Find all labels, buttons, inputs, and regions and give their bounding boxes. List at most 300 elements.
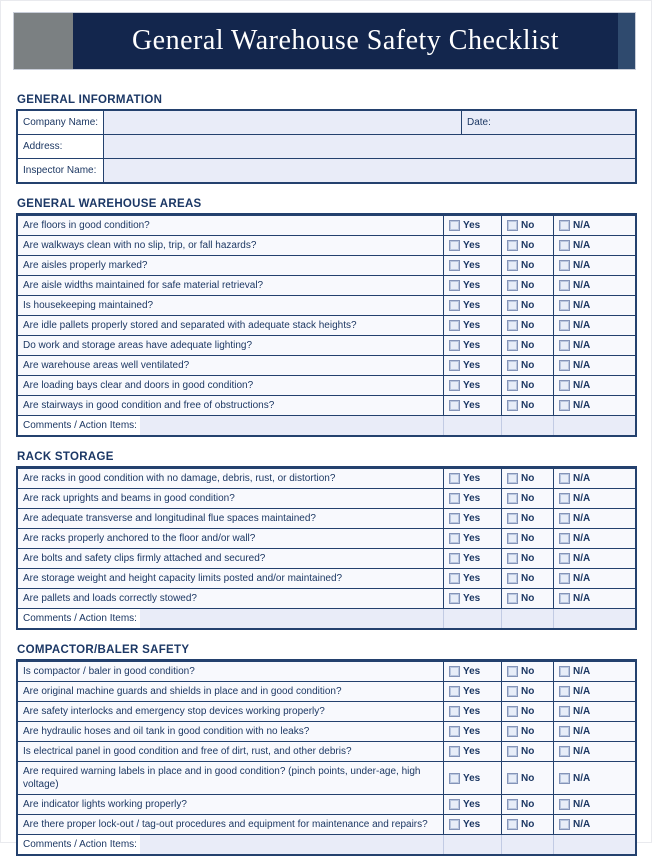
checklist-row: [18, 468, 635, 488]
answer-cell-na[interactable]: [553, 509, 635, 528]
answer-cell-yes[interactable]: [443, 682, 501, 701]
answer-label-no: No: [521, 400, 535, 411]
answer-cell-no[interactable]: [501, 702, 553, 721]
checkbox-no[interactable]: [507, 380, 518, 391]
question-text: Are indicator lights working properly?: [18, 795, 443, 814]
section-heading-general-information: GENERAL INFORMATION: [17, 94, 163, 106]
checkbox-na[interactable]: [559, 573, 570, 584]
checkbox-na[interactable]: [559, 360, 570, 371]
comments-field-no-col[interactable]: [501, 835, 553, 854]
checklist-row: [18, 814, 635, 834]
answer-label-na: N/A: [573, 400, 591, 411]
answer-cell-na[interactable]: [553, 396, 635, 415]
comments-field[interactable]: [140, 609, 443, 628]
checkbox-na[interactable]: [559, 686, 570, 697]
answer-cell-na[interactable]: [553, 762, 635, 794]
rack-storage-table: [16, 466, 637, 630]
answer-cell-yes[interactable]: [443, 529, 501, 548]
question-text: Are required warning labels in place and in good condition? (pinch points, under-age, high voltage): [18, 762, 443, 794]
answer-label-yes: Yes: [463, 746, 481, 757]
checklist-row: [18, 295, 635, 315]
question-text: Are idle pallets properly stored and separated with adequate stack heights?: [18, 316, 443, 335]
checklist-row: [18, 661, 635, 681]
checkbox-na[interactable]: [559, 300, 570, 311]
checkbox-na[interactable]: [559, 240, 570, 251]
checkbox-yes[interactable]: [449, 360, 460, 371]
answer-label-yes: Yes: [463, 320, 481, 331]
checkbox-yes[interactable]: [449, 260, 460, 271]
checklist-row: [18, 215, 635, 235]
checklist-row: [18, 568, 635, 588]
answer-cell-yes[interactable]: [443, 216, 501, 235]
checkbox-yes[interactable]: [449, 686, 460, 697]
checklist-row: [18, 395, 635, 415]
checkbox-no[interactable]: [507, 280, 518, 291]
answer-cell-yes[interactable]: [443, 376, 501, 395]
answer-label-yes: Yes: [463, 706, 481, 717]
answer-cell-yes[interactable]: [443, 569, 501, 588]
checklist-row: [18, 681, 635, 701]
answer-cell-no[interactable]: [501, 376, 553, 395]
comments-field-yes-col[interactable]: [443, 835, 501, 854]
comments-row: [18, 834, 635, 854]
checkbox-na[interactable]: [559, 220, 570, 231]
answer-label-yes: Yes: [463, 573, 481, 584]
answer-label-yes: Yes: [463, 340, 481, 351]
comments-field-na-col[interactable]: [553, 609, 635, 628]
question-text: Are bolts and safety clips firmly attached and secured?: [18, 549, 443, 568]
checkbox-no[interactable]: [507, 493, 518, 504]
checkbox-na[interactable]: [559, 400, 570, 411]
checkbox-na[interactable]: [559, 473, 570, 484]
checkbox-yes[interactable]: [449, 513, 460, 524]
answer-label-na: N/A: [573, 746, 591, 757]
answer-cell-no[interactable]: [501, 236, 553, 255]
answer-cell-na[interactable]: [553, 589, 635, 608]
answer-label-na: N/A: [573, 799, 591, 810]
checkbox-yes[interactable]: [449, 819, 460, 830]
answer-cell-no[interactable]: [501, 316, 553, 335]
info-row-company-date: [18, 111, 635, 134]
answer-label-no: No: [521, 240, 535, 251]
answer-label-na: N/A: [573, 533, 591, 544]
section-heading-rack-storage: RACK STORAGE: [17, 451, 114, 463]
info-row-inspector: [18, 158, 635, 182]
checkbox-yes[interactable]: [449, 746, 460, 757]
answer-label-no: No: [521, 220, 535, 231]
answer-label-yes: Yes: [463, 772, 481, 784]
general-warehouse-areas-table: [16, 213, 637, 437]
answer-cell-no[interactable]: [501, 722, 553, 741]
inspector-name-field[interactable]: [104, 159, 635, 182]
answer-cell-yes[interactable]: [443, 509, 501, 528]
answer-cell-no[interactable]: [501, 216, 553, 235]
checklist-row: [18, 794, 635, 814]
answer-cell-yes[interactable]: [443, 336, 501, 355]
question-text: Are walkways clean with no slip, trip, or fall hazards?: [18, 236, 443, 255]
answer-label-na: N/A: [573, 772, 591, 784]
checkbox-na[interactable]: [559, 799, 570, 810]
general-information-table: [16, 109, 637, 184]
answer-cell-na[interactable]: [553, 662, 635, 681]
answer-cell-yes[interactable]: [443, 256, 501, 275]
answer-label-yes: Yes: [463, 220, 481, 231]
answer-cell-na[interactable]: [553, 742, 635, 761]
checkbox-no[interactable]: [507, 686, 518, 697]
answer-label-na: N/A: [573, 260, 591, 271]
comments-field-no-col[interactable]: [501, 416, 553, 435]
date-field[interactable]: [461, 111, 635, 134]
answer-cell-na[interactable]: [553, 356, 635, 375]
checkbox-yes[interactable]: [449, 533, 460, 544]
answer-cell-yes[interactable]: [443, 589, 501, 608]
checkbox-yes[interactable]: [449, 380, 460, 391]
answer-cell-no[interactable]: [501, 509, 553, 528]
answer-label-na: N/A: [573, 240, 591, 251]
checkbox-no[interactable]: [507, 593, 518, 604]
answer-label-na: N/A: [573, 360, 591, 371]
title-banner: [13, 12, 636, 70]
answer-cell-yes[interactable]: [443, 762, 501, 794]
banner-gray-block: [14, 13, 73, 69]
answer-label-yes: Yes: [463, 686, 481, 697]
question-text: Are safety interlocks and emergency stop devices working properly?: [18, 702, 443, 721]
question-text: Is compactor / baler in good condition?: [18, 662, 443, 681]
question-text: Are original machine guards and shields in place and in good condition?: [18, 682, 443, 701]
answer-label-na: N/A: [573, 553, 591, 564]
question-text: Are racks properly anchored to the floor and/or wall?: [18, 529, 443, 548]
answer-cell-na[interactable]: [553, 549, 635, 568]
checkbox-na[interactable]: [559, 380, 570, 391]
checkbox-no[interactable]: [507, 220, 518, 231]
answer-cell-no[interactable]: [501, 489, 553, 508]
checkbox-yes[interactable]: [449, 400, 460, 411]
checkbox-na[interactable]: [559, 513, 570, 524]
date-label: Date:: [467, 117, 491, 128]
answer-cell-yes[interactable]: [443, 722, 501, 741]
checkbox-no[interactable]: [507, 573, 518, 584]
comments-field[interactable]: [140, 835, 443, 854]
checklist-row: [18, 315, 635, 335]
checkbox-yes[interactable]: [449, 666, 460, 677]
checkbox-na[interactable]: [559, 773, 570, 784]
question-text: Are aisles properly marked?: [18, 256, 443, 275]
question-text: Are loading bays clear and doors in good condition?: [18, 376, 443, 395]
checkbox-na[interactable]: [559, 726, 570, 737]
answer-label-no: No: [521, 280, 535, 291]
checkbox-na[interactable]: [559, 819, 570, 830]
answer-label-na: N/A: [573, 513, 591, 524]
answer-label-no: No: [521, 706, 535, 717]
answer-cell-no[interactable]: [501, 336, 553, 355]
answer-cell-yes[interactable]: [443, 356, 501, 375]
company-name-field[interactable]: [104, 111, 461, 134]
answer-cell-na[interactable]: [553, 815, 635, 834]
checkbox-yes[interactable]: [449, 493, 460, 504]
form-body: [16, 70, 637, 856]
answer-cell-yes[interactable]: [443, 396, 501, 415]
checkbox-no[interactable]: [507, 746, 518, 757]
checklist-row: [18, 335, 635, 355]
checklist-row: [18, 548, 635, 568]
checkbox-yes[interactable]: [449, 220, 460, 231]
checkbox-yes[interactable]: [449, 706, 460, 717]
answer-cell-no[interactable]: [501, 762, 553, 794]
comments-field-na-col[interactable]: [553, 416, 635, 435]
answer-cell-na[interactable]: [553, 795, 635, 814]
answer-cell-na[interactable]: [553, 702, 635, 721]
checklist-row: [18, 275, 635, 295]
comments-label: Comments / Action Items:: [18, 609, 140, 628]
question-text: Are rack uprights and beams in good condition?: [18, 489, 443, 508]
checkbox-no[interactable]: [507, 260, 518, 271]
page-title: General Warehouse Safety Checklist: [131, 25, 560, 56]
checklist-rows: [18, 468, 635, 608]
checklist-row: [18, 355, 635, 375]
answer-label-na: N/A: [573, 280, 591, 291]
checklist-rows: [18, 215, 635, 415]
answer-cell-na[interactable]: [553, 376, 635, 395]
question-text: Are floors in good condition?: [18, 216, 443, 235]
answer-cell-yes[interactable]: [443, 489, 501, 508]
answer-cell-na[interactable]: [553, 276, 635, 295]
checkbox-na[interactable]: [559, 280, 570, 291]
answer-label-no: No: [521, 553, 535, 564]
answer-cell-no[interactable]: [501, 662, 553, 681]
checkbox-na[interactable]: [559, 666, 570, 677]
question-text: Are adequate transverse and longitudinal flue spaces maintained?: [18, 509, 443, 528]
answer-label-na: N/A: [573, 819, 591, 830]
answer-cell-no[interactable]: [501, 529, 553, 548]
answer-cell-no[interactable]: [501, 396, 553, 415]
checkbox-yes[interactable]: [449, 726, 460, 737]
answer-cell-na[interactable]: [553, 296, 635, 315]
answer-label-na: N/A: [573, 380, 591, 391]
answer-label-yes: Yes: [463, 280, 481, 291]
answer-cell-yes[interactable]: [443, 469, 501, 488]
answer-cell-yes[interactable]: [443, 316, 501, 335]
answer-label-na: N/A: [573, 300, 591, 311]
checkbox-yes[interactable]: [449, 340, 460, 351]
comments-row: [18, 415, 635, 435]
answer-label-yes: Yes: [463, 380, 481, 391]
answer-label-na: N/A: [573, 706, 591, 717]
company-name-label: Company Name:: [18, 111, 104, 134]
answer-label-yes: Yes: [463, 300, 481, 311]
answer-label-yes: Yes: [463, 473, 481, 484]
checklist-row: [18, 235, 635, 255]
section-heading-compactor-baler-safety: COMPACTOR/BALER SAFETY: [17, 644, 190, 656]
answer-cell-na[interactable]: [553, 469, 635, 488]
checkbox-na[interactable]: [559, 340, 570, 351]
answer-label-yes: Yes: [463, 260, 481, 271]
answer-cell-no[interactable]: [501, 569, 553, 588]
answer-cell-no[interactable]: [501, 589, 553, 608]
answer-label-yes: Yes: [463, 400, 481, 411]
checkbox-no[interactable]: [507, 553, 518, 564]
comments-field-no-col[interactable]: [501, 609, 553, 628]
answer-label-yes: Yes: [463, 819, 481, 830]
answer-label-no: No: [521, 533, 535, 544]
checklist-row: [18, 588, 635, 608]
answer-cell-na[interactable]: [553, 336, 635, 355]
checkbox-yes[interactable]: [449, 280, 460, 291]
compactor-baler-safety-table: [16, 659, 637, 856]
answer-label-no: No: [521, 513, 535, 524]
checkbox-yes[interactable]: [449, 573, 460, 584]
comments-row: [18, 608, 635, 628]
checklist-row: [18, 701, 635, 721]
answer-label-na: N/A: [573, 573, 591, 584]
checkbox-no[interactable]: [507, 320, 518, 331]
checkbox-na[interactable]: [559, 533, 570, 544]
answer-label-no: No: [521, 573, 535, 584]
question-text: Are warehouse areas well ventilated?: [18, 356, 443, 375]
checkbox-no[interactable]: [507, 400, 518, 411]
answer-label-no: No: [521, 593, 535, 604]
checkbox-na[interactable]: [559, 320, 570, 331]
answer-label-no: No: [521, 799, 535, 810]
checkbox-no[interactable]: [507, 706, 518, 717]
section-heading-general-warehouse-areas: GENERAL WAREHOUSE AREAS: [17, 198, 202, 210]
answer-cell-yes[interactable]: [443, 236, 501, 255]
answer-label-yes: Yes: [463, 799, 481, 810]
checkbox-no[interactable]: [507, 726, 518, 737]
question-text: Is electrical panel in good condition and free of dirt, rust, and other debris?: [18, 742, 443, 761]
answer-cell-no[interactable]: [501, 815, 553, 834]
checkbox-yes[interactable]: [449, 799, 460, 810]
checkbox-no[interactable]: [507, 513, 518, 524]
checkbox-no[interactable]: [507, 300, 518, 311]
answer-cell-na[interactable]: [553, 682, 635, 701]
checklist-row: [18, 741, 635, 761]
checkbox-na[interactable]: [559, 746, 570, 757]
comments-field-na-col[interactable]: [553, 835, 635, 854]
checkbox-no[interactable]: [507, 819, 518, 830]
question-text: Are storage weight and height capacity limits posted and/or maintained?: [18, 569, 443, 588]
answer-cell-na[interactable]: [553, 722, 635, 741]
answer-cell-no[interactable]: [501, 276, 553, 295]
comments-label: Comments / Action Items:: [18, 835, 140, 854]
answer-cell-no[interactable]: [501, 356, 553, 375]
answer-label-na: N/A: [573, 220, 591, 231]
checkbox-no[interactable]: [507, 799, 518, 810]
answer-label-no: No: [521, 340, 535, 351]
answer-label-yes: Yes: [463, 666, 481, 677]
answer-label-no: No: [521, 726, 535, 737]
answer-cell-na[interactable]: [553, 569, 635, 588]
checkbox-no[interactable]: [507, 360, 518, 371]
answer-label-no: No: [521, 819, 535, 830]
answer-cell-yes[interactable]: [443, 276, 501, 295]
checkbox-no[interactable]: [507, 240, 518, 251]
checklist-row: [18, 508, 635, 528]
banner-accent-strip: [618, 13, 635, 69]
question-text: Do work and storage areas have adequate lighting?: [18, 336, 443, 355]
answer-label-na: N/A: [573, 493, 591, 504]
checkbox-yes[interactable]: [449, 300, 460, 311]
answer-label-no: No: [521, 360, 535, 371]
answer-cell-no[interactable]: [501, 795, 553, 814]
answer-cell-na[interactable]: [553, 236, 635, 255]
answer-cell-na[interactable]: [553, 316, 635, 335]
answer-label-no: No: [521, 493, 535, 504]
answer-cell-na[interactable]: [553, 256, 635, 275]
checkbox-na[interactable]: [559, 260, 570, 271]
address-field[interactable]: [104, 135, 635, 158]
answer-label-no: No: [521, 746, 535, 757]
answer-label-na: N/A: [573, 593, 591, 604]
answer-cell-no[interactable]: [501, 296, 553, 315]
answer-label-no: No: [521, 473, 535, 484]
answer-cell-na[interactable]: [553, 489, 635, 508]
checkbox-yes[interactable]: [449, 240, 460, 251]
checkbox-na[interactable]: [559, 493, 570, 504]
comments-field-yes-col[interactable]: [443, 416, 501, 435]
checkbox-na[interactable]: [559, 706, 570, 717]
inspector-name-label: Inspector Name:: [18, 159, 104, 182]
answer-cell-na[interactable]: [553, 529, 635, 548]
answer-cell-yes[interactable]: [443, 742, 501, 761]
answer-label-na: N/A: [573, 320, 591, 331]
answer-label-yes: Yes: [463, 533, 481, 544]
checkbox-na[interactable]: [559, 553, 570, 564]
checkbox-na[interactable]: [559, 593, 570, 604]
answer-cell-yes[interactable]: [443, 662, 501, 681]
checkbox-no[interactable]: [507, 340, 518, 351]
checkbox-yes[interactable]: [449, 320, 460, 331]
comments-field[interactable]: [140, 416, 443, 435]
question-text: Are hydraulic hoses and oil tank in good condition with no leaks?: [18, 722, 443, 741]
answer-cell-no[interactable]: [501, 742, 553, 761]
answer-cell-no[interactable]: [501, 256, 553, 275]
answer-label-yes: Yes: [463, 240, 481, 251]
checkbox-yes[interactable]: [449, 553, 460, 564]
answer-label-na: N/A: [573, 686, 591, 697]
answer-cell-no[interactable]: [501, 469, 553, 488]
answer-cell-yes[interactable]: [443, 702, 501, 721]
answer-cell-na[interactable]: [553, 216, 635, 235]
answer-cell-yes[interactable]: [443, 795, 501, 814]
answer-cell-no[interactable]: [501, 549, 553, 568]
checkbox-no[interactable]: [507, 773, 518, 784]
answer-cell-yes[interactable]: [443, 549, 501, 568]
answer-label-yes: Yes: [463, 360, 481, 371]
answer-cell-no[interactable]: [501, 682, 553, 701]
comments-field-yes-col[interactable]: [443, 609, 501, 628]
checkbox-yes[interactable]: [449, 473, 460, 484]
info-row-address: [18, 134, 635, 158]
answer-cell-yes[interactable]: [443, 815, 501, 834]
checkbox-yes[interactable]: [449, 773, 460, 784]
answer-label-na: N/A: [573, 340, 591, 351]
answer-label-na: N/A: [573, 726, 591, 737]
banner-navy-block: [73, 13, 618, 69]
answer-label-yes: Yes: [463, 493, 481, 504]
question-text: Are aisle widths maintained for safe material retrieval?: [18, 276, 443, 295]
answer-label-no: No: [521, 260, 535, 271]
checkbox-no[interactable]: [507, 473, 518, 484]
checkbox-no[interactable]: [507, 533, 518, 544]
answer-label-no: No: [521, 686, 535, 697]
checkbox-no[interactable]: [507, 666, 518, 677]
checklist-rows: [18, 661, 635, 834]
answer-label-na: N/A: [573, 473, 591, 484]
comments-label: Comments / Action Items:: [18, 416, 140, 435]
checkbox-yes[interactable]: [449, 593, 460, 604]
answer-cell-yes[interactable]: [443, 296, 501, 315]
checklist-row: [18, 761, 635, 794]
